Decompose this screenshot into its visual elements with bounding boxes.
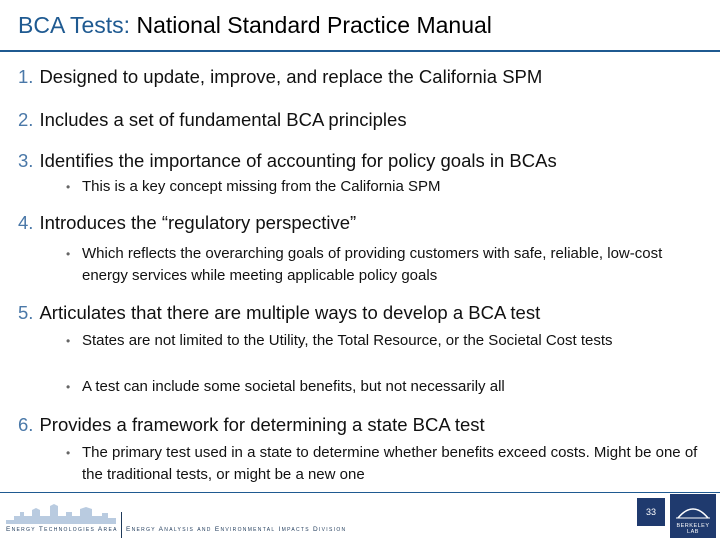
sub-bullet-text: The primary test used in a state to determine whether benefits exceed costs. Might be one of the traditional tests, or might be a new one xyxy=(82,444,698,483)
item-number: 4. xyxy=(18,212,34,233)
item-number: 6. xyxy=(18,414,34,435)
bullet-icon: • xyxy=(66,446,71,460)
skyline-logo-icon xyxy=(6,502,116,524)
bullet-icon: • xyxy=(66,380,71,394)
sub-bullet-text: Which reflects the overarching goals of providing customers with safe, reliable, low-cost energy services while meeting applicable policy goals xyxy=(82,245,663,284)
sub-bullet xyxy=(66,376,712,398)
page-number: 33 xyxy=(637,498,665,526)
bullet-icon: • xyxy=(66,334,71,348)
slide-title xyxy=(18,12,492,39)
item-number: 1. xyxy=(18,66,34,87)
title-accent: BCA Tests: xyxy=(18,12,131,38)
item-text: Includes a set of fundamental BCA principles xyxy=(39,109,407,130)
item-text: Provides a framework for determining a state BCA test xyxy=(39,414,485,435)
sub-bullet-text: This is a key concept missing from the California SPM xyxy=(82,178,441,195)
lab-name: BERKELEY LAB xyxy=(676,523,710,535)
list-item xyxy=(18,66,542,88)
footer-divider xyxy=(0,492,720,493)
item-number: 2. xyxy=(18,109,34,130)
list-item xyxy=(18,302,540,324)
list-item xyxy=(18,212,356,234)
list-item xyxy=(18,109,407,131)
title-main: National Standard Practice Manual xyxy=(136,12,492,38)
sub-bullet xyxy=(66,330,712,352)
sub-bullet-text: States are not limited to the Utility, the Total Resource, or the Societal Cost tests xyxy=(82,332,613,349)
slide-footer xyxy=(0,490,720,540)
title-divider xyxy=(0,50,720,52)
bullet-icon: • xyxy=(66,180,71,194)
sub-bullet-text: A test can include some societal benefits, but not necessarily all xyxy=(82,378,505,395)
list-item xyxy=(18,414,485,436)
sub-bullet xyxy=(66,176,712,198)
footer-division-middle: Energy Analysis and Environmental Impacts Division xyxy=(126,526,347,533)
item-number: 5. xyxy=(18,302,34,323)
item-text: Introduces the “regulatory perspective” xyxy=(39,212,357,233)
sub-bullet xyxy=(66,442,712,486)
bullet-icon: • xyxy=(66,247,71,261)
list-item xyxy=(18,150,557,172)
sub-bullet xyxy=(66,243,712,287)
item-text: Articulates that there are multiple ways to develop a BCA test xyxy=(39,302,541,323)
berkeley-lab-logo xyxy=(670,494,716,538)
item-text: Identifies the importance of accounting for policy goals in BCAs xyxy=(39,150,557,171)
item-number: 3. xyxy=(18,150,34,171)
footer-separator xyxy=(121,512,122,538)
lab-dome-icon xyxy=(670,494,716,524)
item-text: Designed to update, improve, and replace the California SPM xyxy=(39,66,543,87)
footer-division-left: Energy Technologies Area xyxy=(6,526,118,533)
